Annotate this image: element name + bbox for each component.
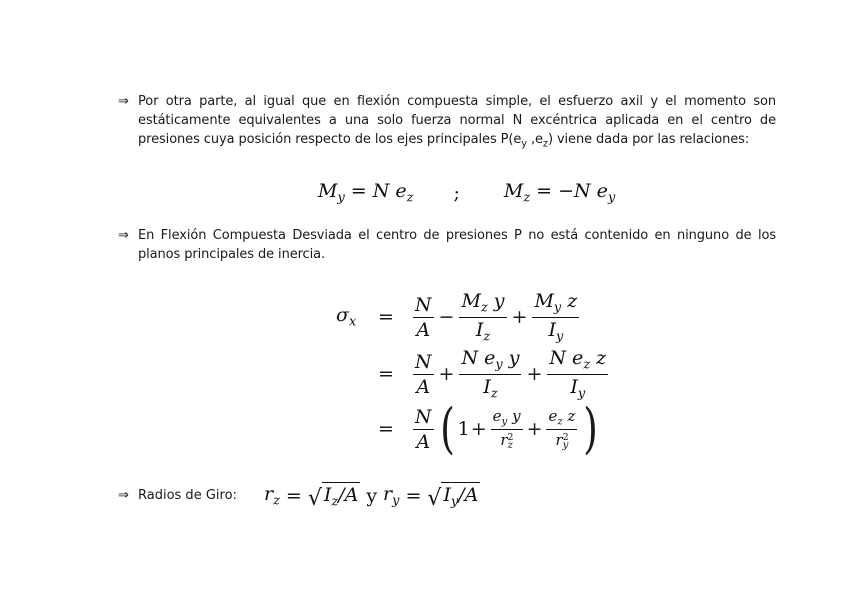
bullet-arrow: ⇒ bbox=[118, 488, 129, 504]
bullet-arrow: ⇒ bbox=[118, 94, 129, 109]
bullet-arrow: ⇒ bbox=[118, 228, 129, 243]
fraction-ez-z-over-ry2: $\frac{e_z z}{r^2_y}$ bbox=[548, 406, 576, 452]
fraction-N-over-A: $\frac{N}{A}$ bbox=[414, 293, 432, 341]
equation-separator: ; bbox=[453, 181, 460, 204]
radios-de-giro-label: Radios de Giro: bbox=[138, 488, 237, 504]
fraction-N-over-A: $\frac{N}{A}$ bbox=[414, 350, 432, 398]
ry-symbol: $r_y$ bbox=[383, 483, 400, 509]
equation-momentos bbox=[318, 180, 615, 206]
left-paren: ( bbox=[439, 397, 455, 460]
stress-equation-line-2: = $\frac{N}{A}$ + $\frac{N e_y y}{I_z}$ + $\frac{N e_z z}{I_y}$ bbox=[378, 347, 607, 402]
rz-symbol: $r_z$ bbox=[264, 483, 280, 509]
fraction-N-ez-z-over-Iy: $\frac{N e_z z}{I_y}$ bbox=[549, 347, 607, 402]
My-symbol: $M_y$ bbox=[318, 180, 345, 206]
right-paren: ) bbox=[583, 397, 599, 460]
fraction-Mz-y-over-Iz: $\frac{M_z y}{I_z}$ bbox=[461, 290, 505, 345]
fraction-My-z-over-Iy: $\frac{M_y z}{I_y}$ bbox=[534, 290, 578, 345]
Mz-symbol: $M_z$ bbox=[503, 180, 531, 206]
fraction-N-ey-y-over-Iz: $\frac{N e_y y}{I_z}$ bbox=[461, 347, 520, 402]
radios-de-giro-row: ⇒ Radios de Giro: $r_z$ = √ $I_z/A$ y $r_y$ = √ $I_y/A$ bbox=[118, 483, 479, 511]
stress-equation-line-3: = $\frac{N}{A}$ ( 1 + $\frac{e_y y}{r^2_z}$ + $\frac{e_z z}{r^2_y}$ ) bbox=[378, 397, 599, 460]
paragraph-flexion-desviada bbox=[118, 226, 776, 264]
fraction-N-over-A: $\frac{N}{A}$ bbox=[414, 405, 432, 453]
stress-equation-line-1: $\sigma_x$ = $\frac{N}{A}$ − $\frac{M_z y}{I_z}$ + $\frac{M_y z}{I_y}$ bbox=[336, 290, 578, 345]
sqrt-Iy-over-A: √ $I_y/A$ bbox=[427, 484, 479, 511]
sqrt-Iz-over-A: √ $I_z/A$ bbox=[307, 484, 359, 511]
fraction-ey-y-over-rz2: $\frac{e_y y}{r^2_z}$ bbox=[492, 406, 521, 452]
paragraph-centro-presiones bbox=[118, 92, 776, 153]
Mz-expression: = −N $e_y$ bbox=[536, 180, 616, 206]
paragraph-text: Por otra parte, al igual que en flexión compuesta simple, el esfuerzo axil y el momento son estáticamente equivalentes a una solo fuerza normal N excéntrica aplicada en el centro de presiones cuya posición respecto de los ejes principales $P(e_y$ $,e_z$) viene dada por las relaciones: bbox=[138, 94, 776, 150]
sigma-x-symbol: $\sigma_x$ bbox=[336, 304, 357, 330]
paragraph-text: En Flexión Compuesta Desviada el centro de presiones P no está contenido en ninguno de los planos principales de inercia. bbox=[138, 228, 776, 262]
My-expression: = N $e_z$ bbox=[350, 180, 414, 206]
